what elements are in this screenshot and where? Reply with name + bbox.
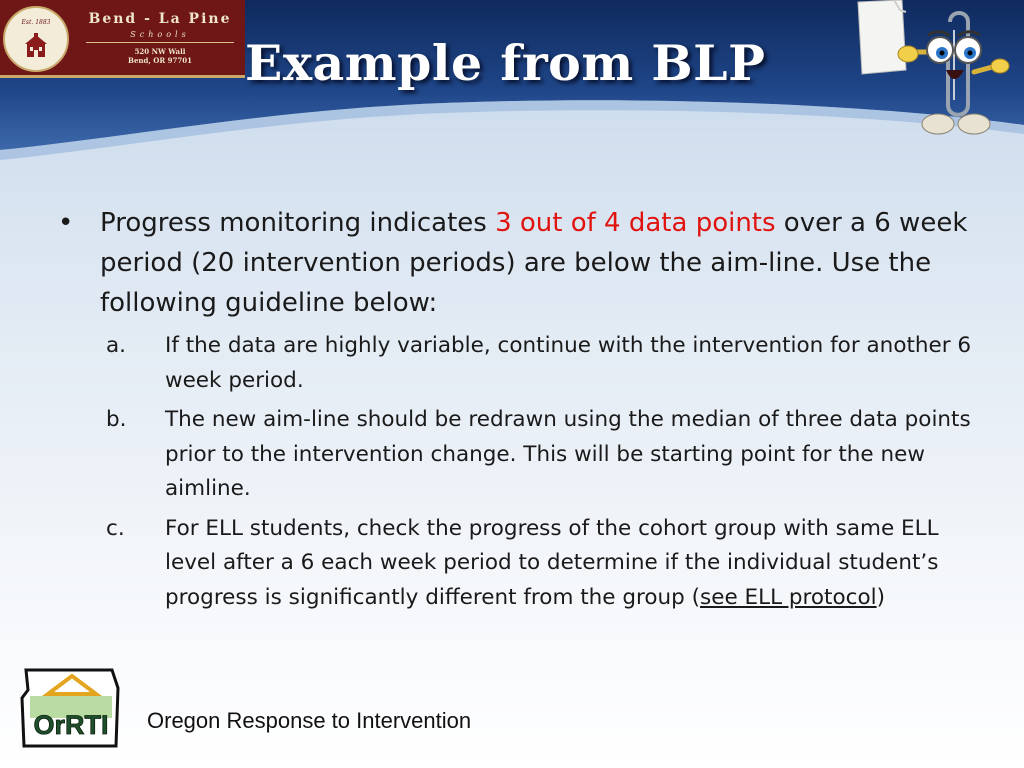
list-item-text: For ELL students, check the progress of the cohort group with same ELL level after a 6 each week period to determine if the individual student’s progress is significantly different from the group ( [165, 515, 939, 610]
list-marker: b. [106, 407, 127, 432]
orrti-logo-text: OrRTI [33, 710, 109, 740]
school-address-line1: 520 NW Wall [134, 47, 186, 56]
slide-title: Example from BLP [245, 34, 766, 92]
list-item-text: The new aim-line should be redrawn using the median of three data points prior to the intervention change. This will be starting point for the new aimline. [165, 407, 971, 501]
list-marker: a. [106, 333, 127, 358]
list-item-text: If the data are highly variable, continue with the intervention for another 6 week period. [165, 333, 972, 393]
bullet-text-start: Progress monitoring indicates [100, 208, 496, 238]
paperclip-mascot-icon [850, 0, 1024, 140]
school-subtitle: Schools [130, 30, 190, 39]
ell-protocol-link[interactable]: see ELL protocol [700, 584, 877, 610]
bullet-text-end: over a 6 week period (20 intervention periods) are below the aim-line. Use the following guideline below: [100, 208, 968, 318]
school-name: Bend - La Pine [88, 11, 232, 27]
schoolhouse-icon [23, 33, 49, 59]
list-item [58, 403, 978, 507]
list-item [58, 512, 978, 616]
footer-text: Oregon Response to Intervention [147, 708, 472, 733]
school-address-line2: Bend, OR 97701 [128, 56, 192, 65]
slide-content [58, 203, 978, 620]
school-logo [0, 0, 245, 78]
list-marker: c. [106, 515, 125, 541]
bullet-highlight: 3 out of 4 data points [495, 208, 776, 238]
orrti-logo [20, 668, 122, 748]
logo-divider [86, 42, 234, 43]
list-item [58, 329, 978, 398]
list-item-text-end: ) [876, 584, 885, 610]
seal-est-text: Est. 1883 [21, 19, 51, 26]
main-bullet [58, 203, 978, 323]
bullet-dot-icon: • [58, 208, 74, 238]
school-seal [3, 6, 69, 72]
guideline-list [58, 329, 978, 615]
